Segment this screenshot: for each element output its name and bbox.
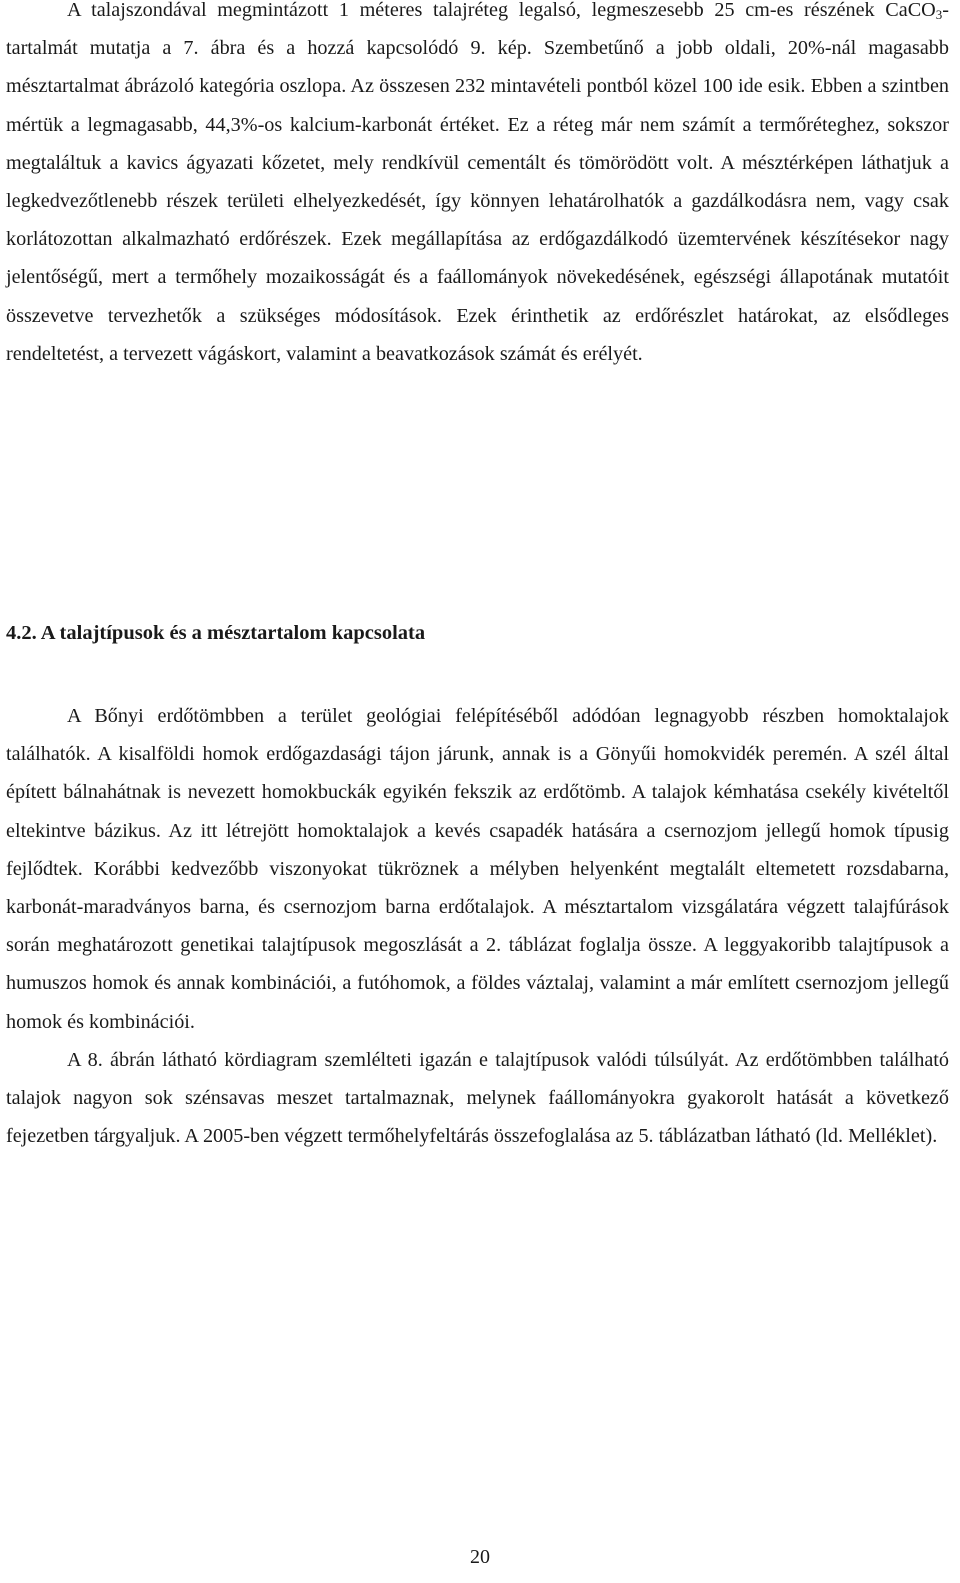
paragraph-calcium-carbonate: [6, 0, 949, 373]
section-body: [6, 697, 949, 1155]
section-number: 4.2.: [6, 622, 37, 644]
page-number: 20: [470, 1546, 490, 1568]
paragraph-text-start: A talajszondával megmintázott 1 méteres talajréteg legalsó, legmeszesebb 25 cm-es részének CaCO: [67, 0, 936, 21]
section-heading: [6, 614, 425, 652]
paragraph-text-rest: -tartalmát mutatja a 7. ábra és a hozzá kapcsolódó 9. kép. Szembetűnő a jobb oldali, 20%-nál magasabb mésztartalmat ábrázoló kategória oszlopa. Az összesen 232 mintavételi pontból közel 100 ide esik. Ebben a szintben mértük a legmagasabb, 44,3%-os kalcium-karbonát értéket. Ez a réteg már nem számít a termőréteghez, sokszor megtaláltuk a kavics ágyazati kőzetet, mely rendkívül cementált és tömörödött volt. A mésztérképen láthatjuk a legkedvezőtlenebb részek területi elhelyezkedését, így könnyen lehatárolhatók a gazdálkodásra nem, vagy csak korlátozottan alkalmazható erdőrészek. Ezek megállapítása az erdőgazdálkodó üzemtervének készítésekor nagy jelentőségű, mert a termőhely mozaikosságát és a faállományok növekedésének, egészségi állapotának mutatóit összevetve tervezhetők a szükséges módosítások. Ezek érinthetik az erdőrészlet határokat, az elsődleges rendeltetést, a tervezett vágáskort, valamint a beavatkozások számát és erélyét.: [6, 0, 949, 365]
document-page: [6, 0, 949, 373]
chemical-subscript: 3: [935, 7, 943, 22]
paragraph-soil-types: A Bőnyi erdőtömbben a terület geológiai felépítéséből adódóan legnagyobb részben homoktalajok találhatók. A kisalföldi homok erdőgazdasági tájon járunk, annak is a Gönyűi homokvidék peremén. A szél által épített bálnahátnak is nevezett homokbuckák egyikén fekszik az erdőtömb. A talajok kémhatása csekély kivételtől eltekintve bázikus. Az itt létrejött homoktalajok a kevés csapadék hatására a csernozjom jellegű homok típusig fejlődtek. Korábbi kedvezőbb viszonyokat tükröznek a mélyben helyenként megtalált eltemetett rozsdabarna, karbonát-maradványos barna, és csernozjom barna erdőtalajok. A mésztartalom vizsgálatára végzett talajfúrások során meghatározott genetikai talajtípusok megoszlását a 2. táblázat foglalja össze. A leggyakoribb talajtípusok a humuszos homok és annak kombinációi, a futóhomok, a földes váztalaj, valamint a már említett csernozjom jellegű homok és kombinációi.: [6, 705, 949, 1033]
section-title: A talajtípusok és a mésztartalom kapcsolata: [40, 622, 426, 644]
section-heading-wrapper: [6, 614, 425, 652]
paragraph-pie-chart-reference: A 8. ábrán látható kördiagram szemlélteti igazán e talajtípusok valódi túlsúlyát. Az erdőtömbben található talajok nagyon sok szénsavas meszet tartalmaznak, melynek faállományokra gyakorolt hatását a következő fejezetben tárgyaljuk. A 2005-ben végzett termőhelyfeltárás összefoglalása az 5. táblázatban látható (ld. Melléklet).: [6, 1048, 949, 1148]
